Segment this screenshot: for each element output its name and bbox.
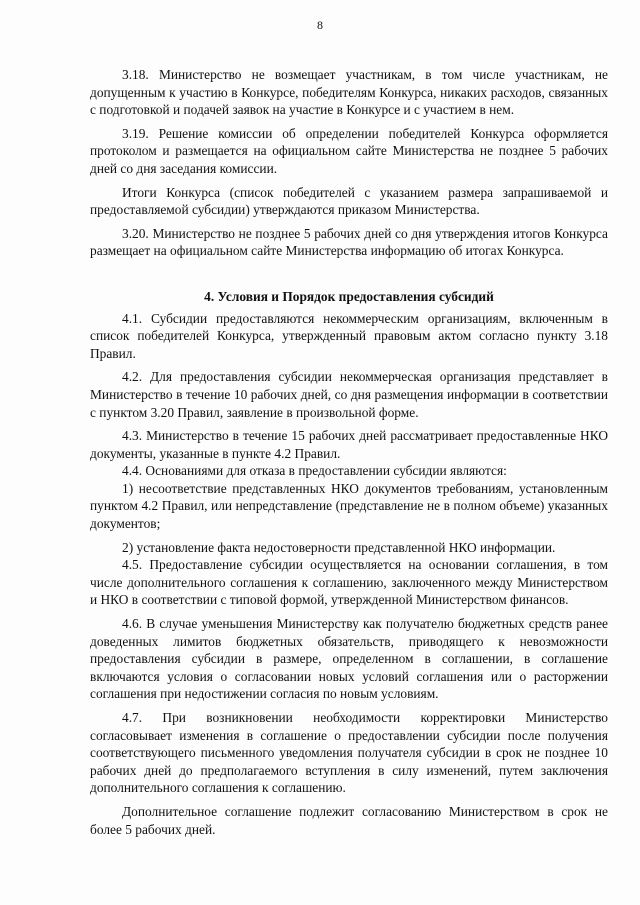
section-heading: 4. Условия и Порядок предоставления субсидий — [204, 288, 494, 304]
paragraph-4-4: 4.4. Основаниями для отказа в предоставлении субсидии являются: — [122, 463, 507, 479]
paragraph-3-18: 3.18. Министерство не возмещает участникам, в том числе участникам, не допущенным к участию в Конкурсе, победителям Конкурса, никаких расходов, связанных с подготовкой и подачей заявок на участие в Конкурсе и с участием в нем. — [90, 67, 608, 118]
document-body — [90, 66, 608, 838]
paragraph-4-1: 4.1. Субсидии предоставляются некоммерческим организациям, включенным в список победителей Конкурса, утвержденный правовым актом согласно пункту 3.18 Правил. — [90, 310, 608, 361]
paragraph-3-20: 3.20. Министерство не позднее 5 рабочих дней со дня утверждения итогов Конкурса размещает на официальном сайте Министерства информацию об итогах Конкурса. — [90, 225, 608, 259]
paragraph-contest-results: Итоги Конкурса (список победителей с указанием размера запрашиваемой и предоставляемой субсидии) утверждаются приказом Министерства. — [90, 184, 608, 218]
list-item-1: 1) несоответствие представленных НКО документов требованиям, установленным пунктом 4.2 Правил, или непредставление (представление не в полном объеме) указанных документов; — [90, 480, 608, 532]
paragraph-4-2: 4.2. Для предоставления субсидии некоммерческая организация представляет в Министерство в течение 10 рабочих дней, со дня размещения информации в соответствии с пунктом 3.20 Правил, заявление в произвольной форме. — [90, 369, 608, 420]
paragraph-4-7: 4.7. При возникновении необходимости корректировки Министерство согласовывает изменения в соглашение о предоставлении субсидии после получения соответствующего письменного уведомления получателя субсидии в срок не позднее 10 рабочих дней до предполагаемого вступления в силу изменений, путем заключения дополнительного соглашения к соглашению. — [90, 710, 608, 796]
paragraph-3-19: 3.19. Решение комиссии об определении победителей Конкурса оформляется протоколом и размещается на официальном сайте Министерства не позднее 5 рабочих дней со дня заседания комиссии. — [90, 125, 608, 176]
paragraph-additional-agreement: Дополнительное соглашение подлежит согласованию Министерством в срок не более 5 рабочих дней. — [90, 803, 608, 837]
paragraph-4-3: 4.3. Министерство в течение 15 рабочих дней рассматривает предоставленные НКО документы, указанные в пункте 4.2 Правил. — [90, 428, 608, 461]
list-item-2: 2) установление факта недостоверности представленной НКО информации. — [122, 539, 556, 555]
paragraph-4-6: 4.6. В случае уменьшения Министерству как получателю бюджетных средств ранее доведенных лимитов бюджетных обязательств, приводящего к невозможности предоставления субсидии в размере, определенном в соглашении, в соглашение включаются условия о согласовании новых условий соглашения или о расторжении соглашения при недостижении согласия по новым условиям. — [90, 616, 608, 702]
page-number: 8 — [317, 18, 323, 32]
paragraph-4-5: 4.5. Предоставление субсидии осуществляется на основании соглашения, в том числе дополнительного соглашения к соглашению, заключенного между Министерством и НКО в соответствии с типовой формой, утвержденной Министерством финансов. — [90, 557, 608, 608]
